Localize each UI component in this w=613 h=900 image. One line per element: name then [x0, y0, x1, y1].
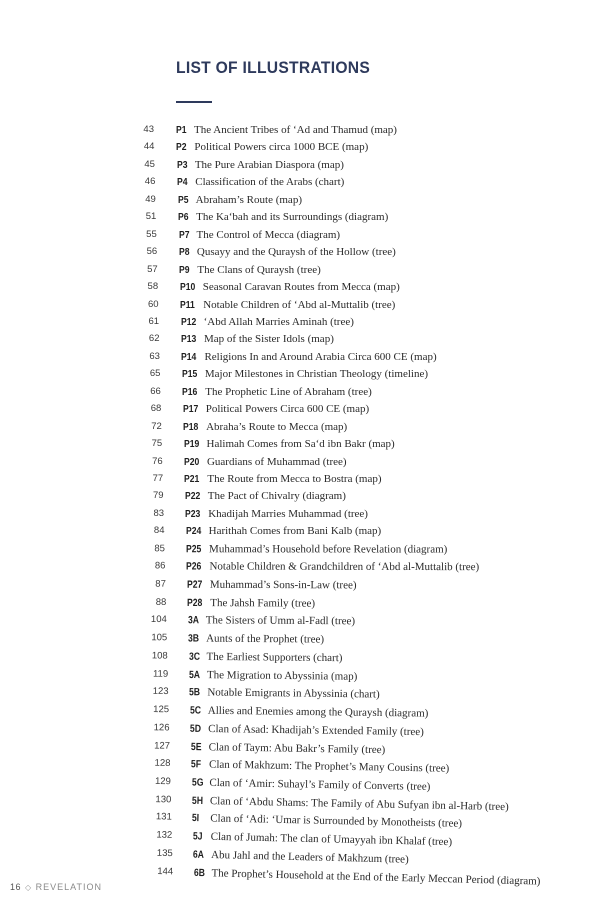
item-page-number: 129: [154, 775, 171, 788]
item-title: The Prophet’s Household at the End of the Early Meccan Period (diagram): [211, 867, 541, 888]
item-title: Aunts of the Prophet (tree): [206, 632, 325, 646]
item-code: 5G: [191, 776, 204, 789]
item-title: Notable Children & Grandchildren of ‘Abd al-Muttalib (tree): [209, 560, 480, 574]
item-title: Abraham’s Route (map): [195, 193, 302, 206]
item-title: Abu Jahl and the Leaders of Makhzum (tree): [210, 848, 409, 866]
item-title: ‘Abd Allah Marries Aminah (tree): [203, 315, 354, 328]
item-code: 3B: [188, 632, 200, 645]
list-item: [0, 611, 613, 631]
item-title: The Control of Mecca (diagram): [196, 228, 341, 241]
item-title: Political Powers circa 1000 BCE (map): [194, 141, 369, 154]
item-code: 5D: [190, 722, 202, 735]
item-page-number: 58: [147, 281, 159, 293]
item-page-number: 88: [155, 596, 167, 608]
item-title: Major Milestones in Christian Theology (timeline): [204, 368, 428, 381]
item-code: P8: [178, 246, 190, 259]
item-code: P9: [179, 263, 190, 276]
item-title: Religions In and Around Arabia Circa 600 CE (map): [204, 350, 437, 363]
item-code: 5A: [188, 668, 201, 681]
item-code: P12: [180, 315, 196, 328]
item-code: P4: [177, 176, 188, 189]
item-page-number: 60: [147, 298, 159, 310]
item-title: The Ancient Tribes of ‘Ad and Thamud (map): [194, 124, 397, 136]
item-code: P23: [185, 507, 201, 520]
item-code: P21: [184, 473, 200, 485]
item-code: P3: [176, 158, 188, 171]
item-page-number: 75: [151, 438, 163, 450]
item-page-number: 130: [155, 793, 172, 806]
list-item: [0, 122, 613, 138]
item-title: The Jahsh Family (tree): [210, 596, 316, 610]
list-item: [0, 558, 613, 575]
item-title: Allies and Enemies among the Quraysh (diagram): [207, 704, 429, 720]
item-code: 5E: [190, 740, 202, 753]
item-page-number: 144: [157, 865, 174, 878]
list-item: [0, 297, 613, 313]
diamond-icon: ◇: [25, 883, 32, 892]
list-item: [0, 488, 613, 504]
list-item: [0, 454, 613, 470]
item-code: P10: [179, 281, 196, 294]
list-item: [0, 227, 613, 243]
item-title: The Route from Mecca to Bostra (map): [207, 473, 382, 485]
item-title: Harithah Comes from Bani Kalb (map): [208, 525, 382, 538]
item-page-number: 43: [143, 124, 154, 135]
list-item: [0, 506, 613, 522]
item-page-number: 55: [146, 228, 157, 240]
item-page-number: 44: [143, 141, 155, 153]
item-page-number: 84: [153, 525, 165, 537]
item-title: The Earliest Supporters (chart): [206, 650, 343, 665]
item-code: P16: [182, 385, 198, 398]
item-code: P22: [184, 490, 201, 503]
item-code: P13: [181, 333, 197, 346]
list-item: [0, 262, 613, 278]
list-item: [0, 349, 613, 365]
item-page-number: 128: [154, 757, 171, 770]
page-title: LIST OF ILLUSTRATIONS: [176, 58, 371, 77]
list-item: [0, 594, 613, 613]
item-page-number: 108: [151, 650, 168, 662]
item-page-number: 63: [149, 350, 160, 362]
list-item: [0, 244, 613, 260]
item-code: P17: [182, 403, 199, 416]
item-title: Clan of ‘Amir: Suhayl’s Family of Converts (tree): [209, 776, 431, 793]
item-title: Clan of Makhzum: The Prophet’s Many Cousins (tree): [208, 758, 450, 775]
item-title: The Pact of Chivalry (diagram): [207, 490, 346, 503]
item-title: Clan of Taym: Abu Bakr’s Family (tree): [208, 740, 386, 756]
item-code: 5C: [189, 704, 201, 717]
item-code: P11: [180, 298, 196, 311]
item-code: P20: [183, 455, 200, 468]
item-code: P2: [176, 141, 187, 154]
item-title: Qusayy and the Quraysh of the Hollow (tree): [196, 246, 396, 259]
list-item: [0, 384, 613, 400]
item-code: P14: [181, 350, 197, 363]
list-item: [0, 139, 613, 155]
list-item: [0, 576, 613, 594]
item-page-number: 61: [148, 315, 160, 327]
item-code: P28: [187, 596, 203, 609]
list-item: [0, 366, 613, 382]
item-title: Clan of Jumah: The clan of Umayyah ibn Khalaf (tree): [210, 830, 453, 849]
item-page-number: 76: [152, 455, 163, 467]
item-page-number: 46: [144, 176, 156, 188]
item-page-number: 79: [153, 490, 164, 502]
item-page-number: 68: [150, 403, 162, 415]
list-item: [0, 314, 613, 330]
item-title: Halimah Comes from Sa‘d ibn Bakr (map): [206, 438, 395, 451]
item-page-number: 126: [153, 722, 170, 734]
item-title: Muhammad’s Sons-in-Law (tree): [209, 578, 357, 592]
item-title: Seasonal Caravan Routes from Mecca (map): [202, 281, 400, 294]
item-code: P25: [186, 543, 202, 556]
item-title: Notable Emigrants in Abyssinia (chart): [207, 686, 380, 701]
list-item: [0, 471, 613, 487]
item-title: Classification of the Arabs (chart): [195, 176, 345, 189]
item-title: Clan of Asad: Khadijah’s Extended Family (tree): [208, 722, 424, 738]
item-code: 6A: [192, 848, 205, 861]
page-number: 16: [10, 882, 22, 892]
item-page-number: 62: [148, 333, 160, 345]
item-page-number: 66: [150, 385, 161, 397]
item-page-number: 51: [145, 211, 157, 223]
item-code: 5F: [190, 758, 202, 771]
running-head: REVELATION: [35, 882, 103, 892]
item-title: The Pure Arabian Diaspora (map): [194, 158, 344, 171]
item-code: 3A: [187, 614, 199, 627]
item-page-number: 123: [152, 686, 169, 698]
list-item: [0, 629, 613, 650]
list-item: [0, 436, 613, 452]
item-title: The Ka‘bah and its Surroundings (diagram): [196, 211, 389, 224]
item-page-number: 77: [152, 473, 164, 484]
item-title: The Clans of Quraysh (tree): [197, 263, 321, 276]
item-code: P24: [185, 525, 201, 538]
list-item: [0, 523, 613, 539]
item-code: P5: [177, 193, 189, 206]
item-page-number: 49: [145, 193, 156, 205]
item-title: Clan of ‘Abdu Shams: The Family of Abu Sufyan ibn al-Harb (tree): [209, 794, 509, 813]
item-title: Guardians of Muhammad (tree): [206, 455, 347, 468]
item-title: Abraha’s Route to Mecca (map): [206, 420, 348, 433]
item-code: 5I: [192, 812, 200, 825]
item-page-number: 127: [154, 739, 171, 752]
item-code: 6B: [193, 866, 205, 879]
item-title: The Migration to Abyssinia (map): [206, 668, 358, 683]
list-item: [0, 401, 613, 417]
list-item: [0, 209, 613, 225]
page-footer: [10, 882, 102, 892]
item-code: P19: [183, 438, 199, 451]
item-page-number: 125: [153, 704, 170, 716]
item-code: P27: [186, 578, 203, 591]
item-title: Clan of ‘Adi: ‘Umar is Surrounded by Monotheists (tree): [210, 812, 463, 831]
list-item: [0, 541, 613, 558]
item-code: P6: [178, 211, 189, 224]
item-page-number: 131: [155, 811, 172, 824]
item-page-number: 85: [154, 542, 165, 554]
item-title: The Sisters of Umm al-Fadl (tree): [205, 614, 356, 628]
item-code: 5H: [191, 794, 204, 807]
item-title: Political Powers Circa 600 CE (map): [205, 403, 370, 416]
item-code: P18: [183, 420, 199, 433]
item-page-number: 57: [147, 263, 158, 275]
item-title: Muhammad’s Household before Revelation (diagram): [209, 543, 448, 556]
item-title: Notable Children of ‘Abd al-Muttalib (tree): [203, 298, 396, 311]
item-page-number: 135: [156, 847, 173, 860]
item-code: P1: [176, 124, 187, 136]
item-page-number: 119: [152, 668, 169, 680]
item-page-number: 65: [149, 368, 161, 380]
item-code: P15: [181, 368, 198, 381]
item-page-number: 83: [153, 507, 165, 519]
item-code: P26: [186, 560, 202, 573]
list-item: [0, 192, 613, 208]
list-item: [0, 331, 613, 347]
list-item: [0, 279, 613, 295]
list-item: [0, 419, 613, 435]
title-underline: [176, 101, 212, 103]
item-page-number: 132: [156, 829, 173, 842]
item-page-number: 56: [146, 246, 158, 258]
item-page-number: 86: [154, 560, 166, 572]
item-page-number: 105: [151, 632, 168, 644]
item-code: P7: [178, 228, 190, 241]
item-page-number: 87: [155, 578, 166, 590]
item-title: Khadijah Marries Muhammad (tree): [208, 507, 368, 520]
item-code: 3C: [188, 650, 200, 663]
item-title: Map of the Sister Idols (map): [204, 333, 334, 346]
list-item: [0, 157, 613, 173]
list-item: [0, 174, 613, 190]
item-page-number: 72: [151, 420, 162, 432]
item-page-number: 45: [144, 158, 155, 170]
item-code: 5J: [192, 830, 203, 843]
item-page-number: 104: [150, 614, 167, 626]
item-title: The Prophetic Line of Abraham (tree): [205, 385, 372, 398]
item-code: 5B: [189, 686, 201, 699]
